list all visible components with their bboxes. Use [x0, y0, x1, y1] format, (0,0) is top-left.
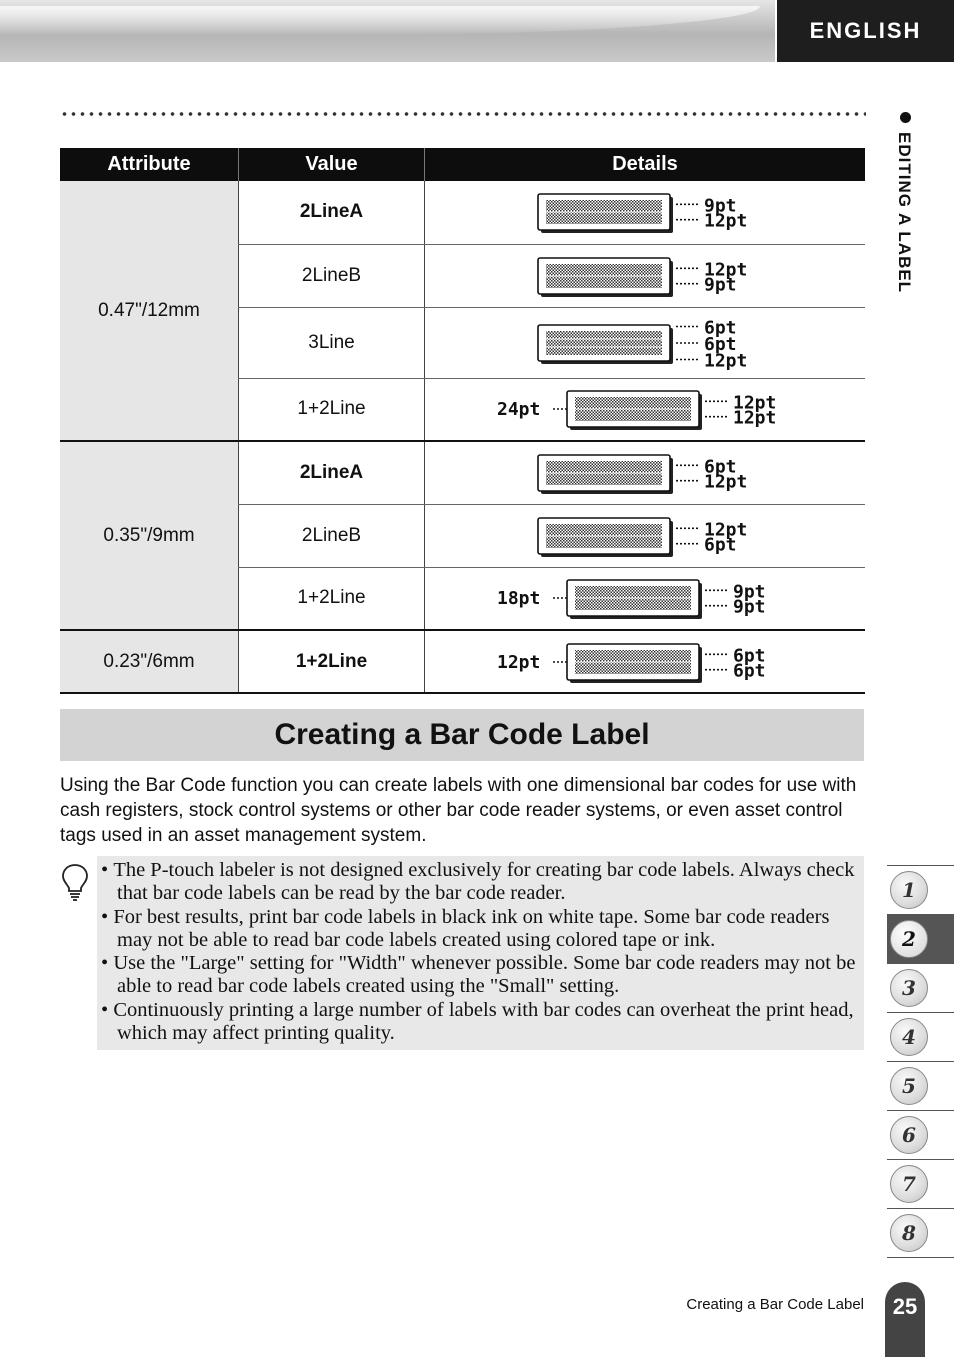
attribute-table — [60, 148, 865, 694]
right-size-label: 12pt — [733, 407, 777, 429]
column-header-attribute: Attribute — [60, 148, 239, 181]
right-size-label: 9pt — [733, 581, 766, 603]
label-format-diagram — [495, 386, 795, 432]
details-cell — [425, 181, 866, 244]
right-size-label: 9pt — [733, 596, 766, 618]
right-size-label: 12pt — [704, 258, 748, 280]
attribute-cell: 0.35"/9mm — [60, 441, 239, 630]
value-cell: 2LineB — [239, 504, 425, 567]
header-bar — [0, 0, 775, 62]
chapter-tab-8[interactable] — [887, 1208, 954, 1258]
chapter-number: 2 — [890, 920, 928, 958]
lightbulb-icon — [60, 862, 90, 902]
chapter-number: 8 — [890, 1214, 928, 1252]
note-item: • Continuously printing a large number of labels with bar codes can overheat the print head, which may affect printing quality. — [101, 999, 860, 1046]
details-cell — [425, 307, 866, 378]
label-format-diagram — [530, 189, 760, 235]
right-size-label: 6pt — [733, 644, 766, 666]
note-item: • The P-touch labeler is not designed exclusively for creating bar code labels. Always check that bar code labels can be read by the bar code reader. — [101, 859, 860, 906]
value-cell: 1+2Line — [239, 378, 425, 441]
right-size-label: 6pt — [733, 660, 766, 682]
right-size-label: 6pt — [704, 456, 737, 478]
side-section-title: EDITING A LABEL — [895, 132, 914, 294]
value-cell: 2LineA — [239, 441, 425, 504]
table-row — [60, 630, 865, 693]
attribute-cell: 0.47"/12mm — [60, 181, 239, 441]
label-format-diagram — [495, 639, 795, 685]
value-cell: 1+2Line — [239, 630, 425, 693]
label-format-diagram — [530, 310, 760, 376]
page-number: 25 — [885, 1282, 925, 1357]
details-cell — [425, 378, 866, 441]
language-tab: ENGLISH — [777, 0, 954, 62]
chapter-tab-3[interactable] — [887, 963, 954, 1012]
chapter-tab-7[interactable] — [887, 1159, 954, 1208]
label-format-diagram — [530, 450, 760, 496]
value-cell: 3Line — [239, 307, 425, 378]
chapter-number: 7 — [890, 1165, 928, 1203]
chapter-tab-4[interactable] — [887, 1012, 954, 1061]
value-cell: 1+2Line — [239, 567, 425, 630]
chapter-tab-6[interactable] — [887, 1110, 954, 1159]
chapter-number: 3 — [890, 969, 928, 1007]
right-size-label: 12pt — [704, 350, 748, 371]
table-row — [60, 181, 865, 244]
note-item: • For best results, print bar code labels in black ink on white tape. Some bar code readers may not be able to read bar code labels created using colored tape or ink. — [101, 906, 860, 953]
right-size-label: 12pt — [704, 518, 748, 540]
left-size-label: 24pt — [497, 399, 541, 421]
chapter-number: 5 — [890, 1067, 928, 1105]
column-header-value: Value — [239, 148, 425, 181]
details-cell — [425, 630, 866, 693]
section-title: Creating a Bar Code Label — [60, 709, 864, 761]
details-cell — [425, 244, 866, 307]
details-cell — [425, 441, 866, 504]
right-size-label: 9pt — [704, 274, 737, 296]
details-cell — [425, 567, 866, 630]
label-format-diagram — [530, 253, 760, 299]
chapter-tabs — [887, 865, 954, 1258]
left-size-label: 12pt — [497, 651, 541, 673]
note-item: • Use the "Large" setting for "Width" whenever possible. Some bar code readers may not be able to read bar code labels created using the "Small" setting. — [101, 952, 860, 999]
intro-paragraph: Using the Bar Code function you can create labels with one dimensional bar codes for use with cash registers, stock control systems or other bar code reader systems, or even asset control tags used in an asset management system. — [60, 775, 857, 846]
right-size-label: 6pt — [704, 534, 737, 556]
table-row — [60, 441, 865, 504]
chapter-tab-1[interactable] — [887, 865, 954, 914]
chapter-number: 4 — [890, 1018, 928, 1056]
column-header-details: Details — [425, 148, 866, 181]
chapter-tab-5[interactable] — [887, 1061, 954, 1110]
right-size-label: 12pt — [733, 392, 777, 414]
bullet-icon — [900, 112, 911, 123]
right-size-label: 9pt — [704, 195, 737, 217]
value-cell: 2LineB — [239, 244, 425, 307]
dotted-divider — [60, 111, 866, 117]
right-size-label: 12pt — [704, 471, 748, 493]
value-cell: 2LineA — [239, 181, 425, 244]
label-format-diagram — [495, 575, 795, 621]
chapter-number: 1 — [890, 871, 928, 909]
chapter-number: 6 — [890, 1116, 928, 1154]
right-size-label: 6pt — [704, 333, 737, 355]
right-size-label: 12pt — [704, 210, 748, 232]
details-cell — [425, 504, 866, 567]
note-box — [97, 856, 864, 1050]
footer-section-name: Creating a Bar Code Label — [686, 1296, 864, 1313]
left-size-label: 18pt — [497, 588, 541, 610]
label-format-diagram — [530, 513, 760, 559]
attribute-cell: 0.23"/6mm — [60, 630, 239, 693]
chapter-tab-2[interactable] — [887, 914, 954, 963]
right-size-label: 6pt — [704, 317, 737, 338]
